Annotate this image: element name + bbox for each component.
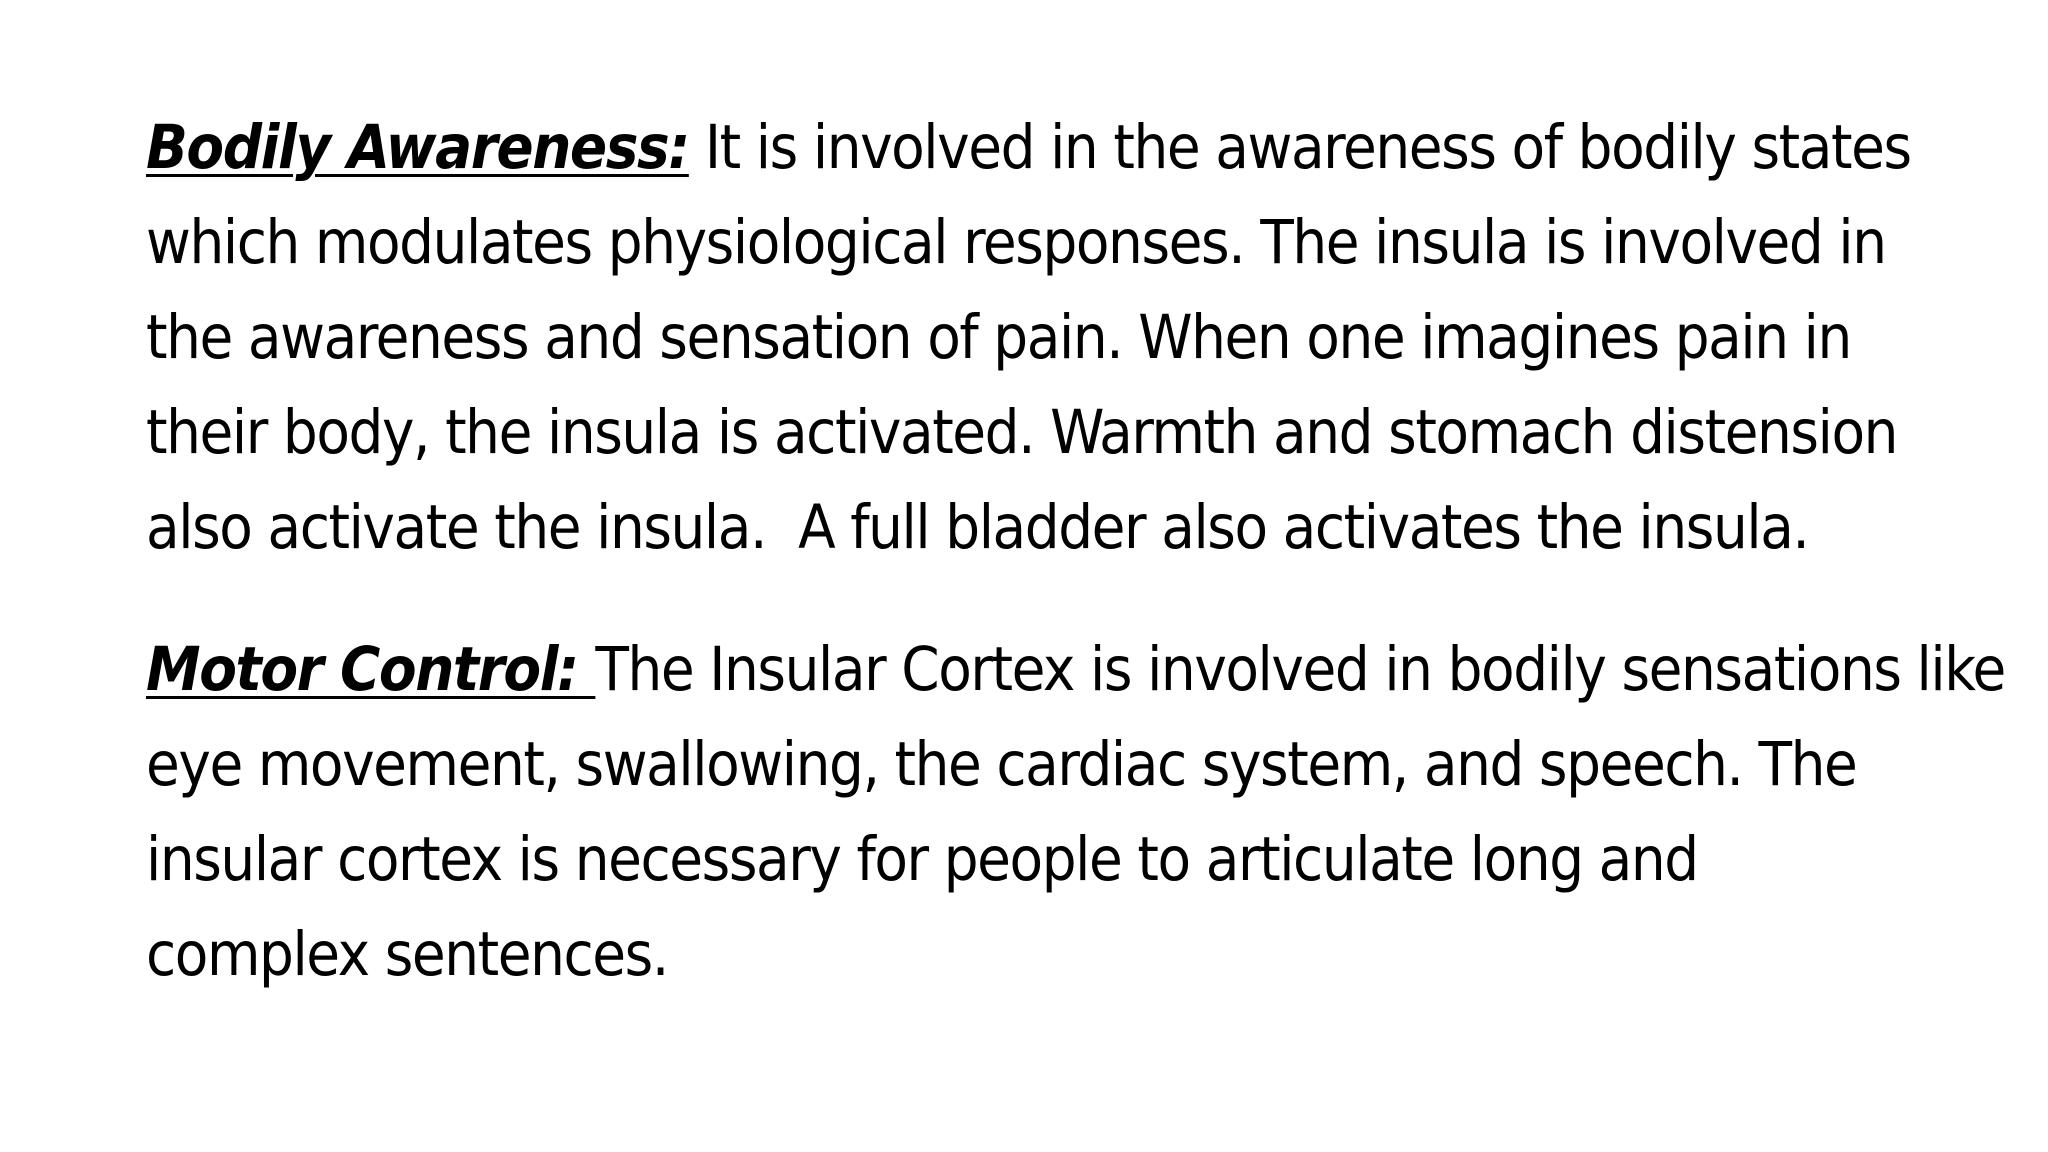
paragraph-line: The Insular Cortex is involved in bodily sensations like — [595, 634, 2005, 705]
motor-control-term: Motor Control: — [146, 634, 596, 705]
paragraph-line: insular cortex is necessary for people to articulate long and — [146, 824, 1698, 895]
paragraph-line: eye movement, swallowing, the cardiac system, and speech. The — [146, 729, 1857, 800]
paragraph-line: also activate the insula. A full bladder also activates the insula. — [146, 492, 1809, 563]
paragraph-line: complex sentences. — [146, 919, 668, 990]
paragraph-line: the awareness and sensation of pain. When one imagines pain in — [146, 302, 1851, 373]
slide-body — [146, 100, 2006, 1002]
motor-control-paragraph — [146, 622, 2006, 1002]
paragraph-first-line — [146, 100, 2006, 195]
bodily-awareness-paragraph — [146, 100, 2006, 575]
paragraph-line: which modulates physiological responses. The insula is involved in — [146, 207, 1886, 278]
paragraph-line: their body, the insula is activated. Warmth and stomach distension — [146, 397, 1898, 468]
paragraph-line: It is involved in the awareness of bodily states — [688, 112, 1911, 183]
paragraph-first-line — [146, 622, 2006, 717]
bodily-awareness-term: Bodily Awareness: — [146, 112, 689, 183]
